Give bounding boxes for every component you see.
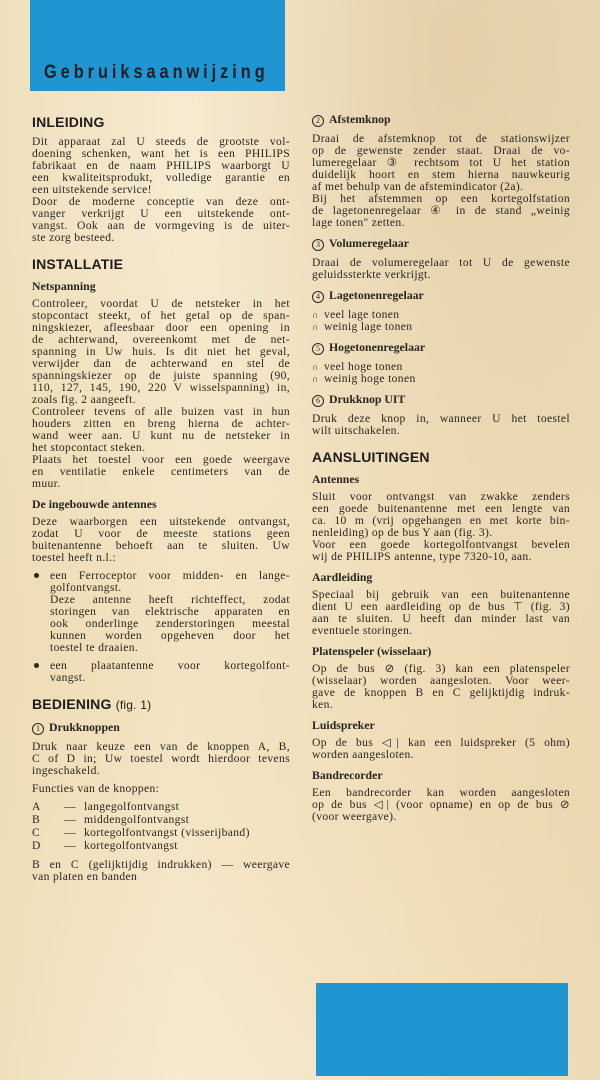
subheading-text: De ingebouwde antennes — [32, 497, 157, 511]
text-line: spanningskiezer op de juiste spanning (90, — [32, 369, 290, 382]
paragraph — [32, 196, 290, 244]
text-line: vanger verkrijgt U een uitstekende ont- — [32, 207, 290, 220]
knob-position — [312, 321, 570, 333]
knob-positions — [312, 361, 570, 385]
function-dash: — — [64, 813, 76, 826]
text-line: ste zorg besteed. — [32, 231, 115, 244]
footer-blue-block — [316, 983, 568, 1076]
paragraph — [312, 413, 570, 437]
paragraph — [312, 257, 570, 281]
text-line: toestel te draaien. — [50, 641, 139, 654]
knob-position — [312, 373, 570, 385]
section-heading-text: AANSLUITINGEN — [312, 449, 430, 465]
text-line: fabrikaat en de naam PHILIPS waarborgt U — [32, 159, 290, 172]
text-line: 110, 127, 145, 190, 220 V wisselspanning) in, — [32, 381, 290, 394]
left-column — [32, 114, 290, 889]
text-line: golfontvangst. — [50, 581, 122, 594]
subheading — [32, 280, 290, 292]
circled-number-icon: 5 — [312, 343, 324, 355]
text-line: het stopcontact steken. — [32, 441, 146, 454]
section-heading-text: INLEIDING — [32, 114, 105, 130]
bullet-icon — [34, 573, 39, 578]
text-line: kunnen worden opgeheven door het — [50, 629, 290, 642]
subheading — [312, 289, 570, 303]
text-line: Deze waarborgen een uitstekende ontvangst, — [32, 515, 290, 528]
function-desc: kortegolfontvangst (visserijband) — [84, 826, 250, 839]
text-line: af met behulp van de afstemindicator (2a). — [312, 180, 524, 193]
circled-number-icon: 4 — [312, 291, 324, 303]
knob-positions — [312, 309, 570, 333]
section-heading — [32, 696, 290, 713]
text-line: Controleer tevens of alle buizen vast in hun — [32, 405, 290, 418]
text-line: de lagetonenregelaar ④ in de stand „weinig — [312, 204, 570, 217]
paragraph — [312, 491, 570, 539]
text-line: Druk deze knop in, wanneer U het toestel — [312, 412, 570, 425]
subheading-text: Antennes — [312, 472, 360, 486]
text-line: ken. — [312, 698, 334, 711]
text-line: C of D in; Uw toestel wordt hierdoor tevens — [32, 752, 290, 765]
paragraph — [312, 193, 570, 229]
circled-number-icon: 3 — [312, 239, 324, 251]
text-line: een plaatantenne voor kortegolfont- — [50, 659, 290, 672]
subheading — [312, 769, 570, 781]
section-heading — [32, 256, 290, 272]
text-line: ook onderlinge zenderstoringen meestal — [50, 617, 290, 630]
text-line: van platen en banden — [32, 870, 138, 883]
subheading-text: Lagetonenregelaar — [329, 288, 424, 302]
text-line: houders zitten en breng hierna de achter- — [32, 417, 290, 430]
text-line: Door de moderne conceptie van deze ont- — [32, 195, 290, 208]
text-line: een uitstekende service! — [32, 183, 152, 196]
paragraph — [32, 406, 290, 454]
function-key: B — [32, 813, 41, 826]
text-line: B en C (gelijktijdig indrukken) — weergave — [32, 858, 290, 871]
page-title: Gebruiksaanwijzing — [44, 62, 269, 83]
circled-number-icon: 6 — [312, 395, 324, 407]
knob-position-label: veel lage tonen — [324, 308, 400, 321]
text-line: lage tonen" zetten. — [312, 216, 405, 229]
section-heading-ref: (fig. 1) — [115, 698, 152, 712]
text-line: vangst. Ook aan de vormgeving is de uiter- — [32, 219, 290, 232]
text-line: aan te sluiten. U heeft dan minder last van — [312, 612, 570, 625]
text-line: duidelijk hoort en stem hierna nauwkeurig — [312, 168, 570, 181]
subheading — [312, 341, 570, 355]
circled-number-icon: 1 — [32, 723, 44, 735]
subheading — [312, 719, 570, 731]
text-line: lumeregelaar ③ rechtsom tot U het station — [312, 156, 570, 169]
section-heading-text: INSTALLATIE — [32, 256, 124, 272]
subheading — [312, 473, 570, 485]
text-line: Een bandrecorder kan worden aangesloten — [312, 786, 570, 799]
paragraph — [312, 787, 570, 823]
text-line: worden aangesloten. — [312, 748, 414, 761]
text-line: eventuele storingen. — [312, 624, 413, 637]
function-desc: kortegolfontvangst — [84, 839, 178, 852]
subheading-text: Hogetonenregelaar — [329, 340, 426, 354]
subheading-text: Netspanning — [32, 279, 96, 293]
text-line: een kwaliteitsprodukt, volledige garantie en — [32, 171, 290, 184]
text-line: vangst. — [50, 671, 86, 684]
text-line: stopcontact steekt, of het getal op de span- — [32, 309, 290, 322]
text-line: Voor een goede kortegolfontvangst bevelen — [312, 538, 570, 551]
text-line: nenleiding) op de bus Y aan (fig. 3). — [312, 526, 493, 539]
section-heading-text: BEDIENING — [32, 696, 112, 712]
function-key: C — [32, 826, 41, 839]
knob-arc-icon: ∩ — [312, 374, 319, 384]
knob-arc-icon: ∩ — [312, 322, 319, 332]
subheading-text: Afstemknop — [329, 112, 391, 126]
paragraph — [32, 136, 290, 196]
paragraph — [32, 859, 290, 883]
function-dash: — — [64, 826, 76, 839]
text-line: de achterwand, overeenkomt met de net- — [32, 333, 290, 346]
function-desc: langegolfontvangst — [84, 800, 180, 813]
knob-position-label: weinig hoge tonen — [324, 372, 416, 385]
paragraph — [312, 663, 570, 711]
text-line: een Ferroceptor voor midden- en lange- — [50, 569, 290, 582]
subheading — [32, 498, 290, 510]
text-line: wilt uitschakelen. — [312, 424, 401, 437]
function-list — [32, 801, 290, 853]
text-line: wand weer aan. U kunt nu de netsteker in — [32, 429, 290, 442]
knob-position-label: weinig lage tonen — [324, 320, 413, 333]
text-line: storingen van elektrische apparaten en — [50, 605, 290, 618]
knob-arc-icon: ∩ — [312, 362, 319, 372]
text-line: een goede buitenantenne met een lengte van — [312, 502, 570, 515]
bullet-icon — [34, 663, 39, 668]
subheading-text: Volumeregelaar — [329, 236, 409, 250]
paragraph — [32, 298, 290, 406]
subheading-text: Luidspreker — [312, 718, 375, 732]
text-line: ca. 10 m (vrij opgehangen en met korte bin- — [312, 514, 570, 527]
text-line: Op de bus ◁| kan een luidspreker (5 ohm) — [312, 736, 570, 749]
function-row — [32, 840, 290, 853]
subheading-text: Bandrecorder — [312, 768, 383, 782]
right-column — [312, 113, 570, 829]
text-line: ingeschakeld. — [32, 764, 100, 777]
text-line: Op de bus ⊘ (fig. 3) kan een platenspeler — [312, 662, 570, 675]
subheading — [312, 113, 570, 127]
text-line: Draai de afstemknop tot de stationswijzer — [312, 132, 570, 145]
paragraph — [32, 454, 290, 490]
text-line: en ventilatie enkele centimeters van de — [32, 465, 290, 478]
subheading — [312, 571, 570, 583]
knob-position-label: veel hoge tonen — [324, 360, 403, 373]
text-line: buitenantenne behoeft aan te sluiten. Uw — [32, 539, 290, 552]
text-line: geluidssterkte verkrijgt. — [312, 268, 431, 281]
text-line: Controleer, voordat U de netsteker in het — [32, 297, 290, 310]
text-line: Druk naar keuze een van de knoppen A, B, — [32, 740, 290, 753]
paragraph — [312, 539, 570, 563]
text-line: muur. — [32, 477, 61, 490]
text-line: op de gewenste zender staat. Draai de vo- — [312, 144, 570, 157]
section-heading — [32, 114, 290, 130]
text-line: Sluit voor ontvangst van zwakke zenders — [312, 490, 570, 503]
paragraph — [312, 133, 570, 193]
subheading-text: Drukknop UIT — [329, 392, 406, 406]
function-desc: middengolfontvangst — [84, 813, 190, 826]
text-line: doening schenken, want het is een PHILIPS — [32, 147, 290, 160]
text-line: Deze antenne heeft richteffect, zodat — [50, 593, 290, 606]
knob-arc-icon: ∩ — [312, 310, 319, 320]
subheading-text: Platenspeler (wisselaar) — [312, 644, 432, 658]
text-line: zoals fig. 2 aangeeft. — [32, 393, 136, 406]
subheading — [312, 237, 570, 251]
subheading-text: Drukknoppen — [49, 720, 120, 734]
text-line: Draai de volumeregelaar tot U de gewenste — [312, 256, 570, 269]
text-line: Speciaal bij gebruik van een buitenantenne — [312, 588, 570, 601]
bullet-item — [32, 570, 290, 654]
text-line: Plaats het toestel voor een goede weergave — [32, 453, 290, 466]
text-line: dient U een aardleiding op de bus ⊤ (fig. 3) — [312, 600, 570, 613]
text-line: verwijder dan de achterwand en stel de — [32, 357, 290, 370]
function-key: D — [32, 839, 41, 852]
text-line: Functies van de knoppen: — [32, 782, 160, 795]
function-dash: — — [64, 800, 76, 813]
paragraph — [312, 589, 570, 637]
text-line: Dit apparaat zal U steeds de grootste vol- — [32, 135, 290, 148]
bullet-item — [32, 660, 290, 684]
circled-number-icon: 2 — [312, 115, 324, 127]
function-key: A — [32, 800, 41, 813]
subheading — [312, 393, 570, 407]
text-line: spanning in Uw huis. Is dit niet het geval, — [32, 345, 290, 358]
paragraph — [32, 516, 290, 564]
text-line: ningskiezer, afleesbaar door een opening in — [32, 321, 290, 334]
paragraph — [312, 737, 570, 761]
text-line: toestel heeft n.l.: — [32, 551, 116, 564]
function-dash: — — [64, 839, 76, 852]
text-line: (wisselaar) worden aangesloten. Voor weer- — [312, 674, 570, 687]
subheading — [312, 645, 570, 657]
section-heading — [312, 449, 570, 465]
text-line: zodat U voor de meeste stations geen — [32, 527, 290, 540]
text-line: wij de PHILIPS antenne, type 7320-10, aan. — [312, 550, 532, 563]
subheading-text: Aardleiding — [312, 570, 373, 584]
paragraph — [32, 783, 290, 795]
text-line: gave de knoppen B en C gelijktijdig indruk- — [312, 686, 570, 699]
text-line: op de bus ◁| (voor opname) en op de bus ⊘ — [312, 798, 570, 811]
text-line: Bij het afstemmen op een kortegolfstation — [312, 192, 570, 205]
subheading — [32, 721, 290, 735]
text-line: (voor weergave). — [312, 810, 397, 823]
paragraph — [32, 741, 290, 777]
